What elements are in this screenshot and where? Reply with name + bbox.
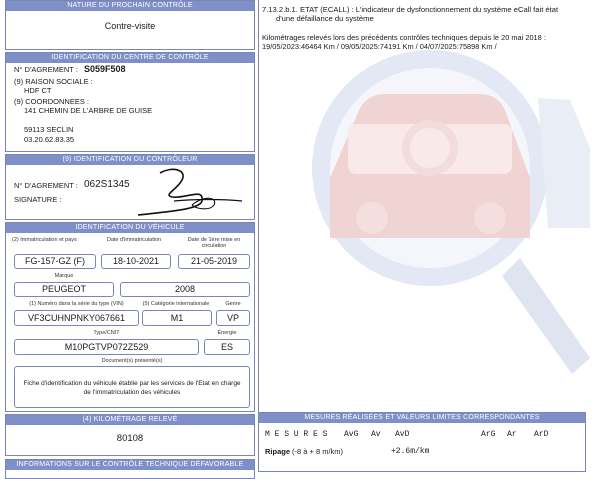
ripage-range: (-8 à + 8 m/km)	[292, 447, 344, 456]
km-panel	[5, 414, 255, 456]
genre-value: VP	[216, 310, 250, 326]
cat-value: M1	[142, 310, 212, 326]
col-avg: AvG	[344, 430, 359, 439]
type-label: Type/CNIT	[93, 330, 120, 336]
km-history-line1: Kilométrages relevés lors des précédents contrôles techniques depuis le 20 mai 2018 :	[262, 33, 546, 42]
col-ard: ArD	[534, 430, 549, 439]
docs-value-line1: Fiche d'identification du véhicule établie par les services de l'Etat en charge	[23, 380, 241, 387]
ctrl-agrement-value: 062S1345	[84, 179, 130, 190]
info-panel	[5, 459, 255, 479]
cat-label: (5) Catégorie internationale	[142, 301, 210, 307]
energie-value: ES	[204, 339, 250, 355]
docs-label: Document(s) présenté(s)	[101, 358, 163, 364]
agrement-value: S059F508	[84, 64, 126, 74]
top-fragment	[262, 0, 268, 1]
mesures-header: MESURES RÉALISÉES ET VALEURS LIMITES CORRESPONDANTES	[259, 413, 585, 423]
address-line1: 141 CHEMIN DE L'ARBRE DE GUISE	[24, 106, 153, 115]
ctrl-agrement-label: N° D'AGREMENT :	[14, 181, 78, 190]
date-mise-value: 21-05-2019	[178, 254, 250, 269]
col-avd: AvD	[395, 430, 410, 439]
centre-header: IDENTIFICATION DU CENTRE DE CONTRÔLE	[6, 53, 254, 63]
raison-value: HDF CT	[24, 86, 52, 95]
energie-label: Énergie	[217, 330, 237, 336]
date-immat-label: Date d'immatriculation	[106, 237, 162, 243]
immat-value: FG-157-GZ (F)	[14, 254, 96, 269]
col-ar: Ar	[507, 430, 517, 439]
docs-value	[14, 366, 250, 408]
type-value: M10PGTVP072Z529	[14, 339, 199, 355]
immat-label: (2) Immatriculation et pays	[12, 237, 77, 243]
col-av: Av	[371, 430, 381, 439]
docs-value-line2: de l'immatriculation des véhicules	[83, 389, 181, 396]
km-value: 80108	[116, 433, 144, 444]
km-header: (4) KILOMÉTRAGE RELEVÉ	[6, 415, 254, 425]
mesures-title: M E S U R E S	[265, 430, 328, 439]
vehicule-header: IDENTIFICATION DU VÉHICULE	[6, 223, 254, 233]
genre-label: Genre	[225, 301, 241, 307]
signature-drawing	[134, 165, 244, 217]
centre-panel	[5, 52, 255, 152]
coord-label: (9) COORDONNEES :	[14, 97, 90, 106]
ecall-line2: d'une défaillance du système	[276, 14, 374, 23]
signature-label: SIGNATURE :	[14, 195, 62, 204]
year-value: 2008	[120, 282, 250, 297]
nature-value: Contre-visite	[104, 21, 156, 31]
date-mise-label: Date de 1ère mise en circulation	[187, 237, 241, 249]
vehicule-panel	[5, 222, 255, 412]
date-immat-value: 18-10-2021	[101, 254, 171, 269]
km-history-line2: 19/05/2023:46464 Km / 09/05/2025:74191 Km / 04/07/2025:75898 Km /	[262, 42, 497, 51]
nature-panel	[5, 0, 255, 50]
marque-value: PEUGEOT	[14, 282, 114, 297]
mesures-panel	[258, 412, 586, 472]
marque-label: Marque	[54, 273, 74, 279]
watermark-magnifier-car-icon	[290, 28, 595, 413]
address-line2: 59113 SECLIN	[24, 125, 74, 134]
controleur-panel	[5, 154, 255, 220]
col-arg: ArG	[481, 430, 496, 439]
vin-value: VF3CUHNPNKY067661	[14, 310, 139, 326]
ripage-value: +2.6m/km	[391, 447, 430, 456]
controleur-header: (9) IDENTIFICATION DU CONTRÔLEUR	[6, 155, 254, 165]
agrement-label: N° D'AGREMENT :	[14, 65, 78, 74]
info-header: INFORMATIONS SUR LE CONTRÔLE TECHNIQUE DÉFAVORABLE	[6, 460, 254, 470]
nature-header: NATURE DU PROCHAIN CONTRÔLE	[6, 1, 254, 11]
raison-label: (9) RAISON SOCIALE :	[14, 77, 93, 86]
ecall-line1: 7.13.2.b.1. ETAT (ECALL) : L'indicateur de dysfonctionnement du système eCall fait état	[262, 5, 559, 14]
ripage-label: Ripage	[265, 447, 291, 456]
vin-label: (1) Numéro dans la série du type (VIN)	[29, 301, 124, 307]
phone: 03.20.62.83.35	[24, 135, 75, 144]
